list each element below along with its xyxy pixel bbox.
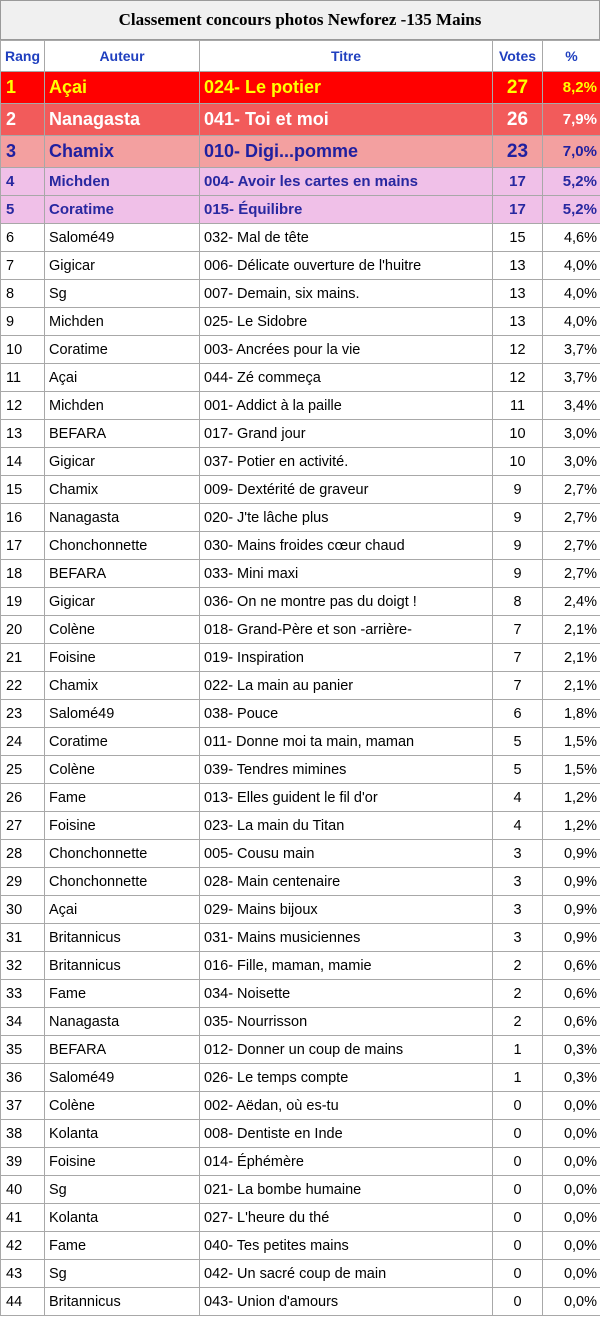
title-cell: 007- Demain, six mains. <box>200 280 493 308</box>
author-cell: Coratime <box>45 196 200 224</box>
table-row <box>1 336 600 364</box>
table-row <box>1 1148 600 1176</box>
rank-cell: 27 <box>1 812 45 840</box>
rank-cell: 12 <box>1 392 45 420</box>
votes-cell: 3 <box>493 840 543 868</box>
author-cell: Açai <box>45 72 200 104</box>
author-cell: Sg <box>45 280 200 308</box>
rank-cell: 42 <box>1 1232 45 1260</box>
title-cell: 039- Tendres mimines <box>200 756 493 784</box>
author-cell: Salomé49 <box>45 700 200 728</box>
table-row <box>1 896 600 924</box>
rank-cell: 15 <box>1 476 45 504</box>
percent-cell: 2,7% <box>543 504 600 532</box>
rank-cell: 30 <box>1 896 45 924</box>
title-cell: 042- Un sacré coup de main <box>200 1260 493 1288</box>
votes-cell: 1 <box>493 1064 543 1092</box>
percent-cell: 3,7% <box>543 336 600 364</box>
table-row <box>1 280 600 308</box>
votes-cell: 0 <box>493 1120 543 1148</box>
title-cell: 011- Donne moi ta main, maman <box>200 728 493 756</box>
column-header-rank: Rang <box>1 41 45 72</box>
rank-cell: 23 <box>1 700 45 728</box>
table-row <box>1 952 600 980</box>
rank-cell: 4 <box>1 168 45 196</box>
title-cell: 012- Donner un coup de mains <box>200 1036 493 1064</box>
title-cell: 032- Mal de tête <box>200 224 493 252</box>
table-row <box>1 224 600 252</box>
table-row <box>1 560 600 588</box>
author-cell: Chonchonnette <box>45 840 200 868</box>
votes-cell: 12 <box>493 336 543 364</box>
author-cell: Gigicar <box>45 588 200 616</box>
percent-cell: 5,2% <box>543 196 600 224</box>
percent-cell: 0,6% <box>543 980 600 1008</box>
percent-cell: 0,6% <box>543 1008 600 1036</box>
table-row <box>1 532 600 560</box>
percent-cell: 3,0% <box>543 448 600 476</box>
header-row <box>1 41 600 72</box>
percent-cell: 3,7% <box>543 364 600 392</box>
votes-cell: 0 <box>493 1148 543 1176</box>
rank-cell: 16 <box>1 504 45 532</box>
table-row <box>1 1064 600 1092</box>
percent-cell: 4,0% <box>543 280 600 308</box>
rank-cell: 29 <box>1 868 45 896</box>
percent-cell: 0,6% <box>543 952 600 980</box>
rank-cell: 7 <box>1 252 45 280</box>
votes-cell: 6 <box>493 700 543 728</box>
votes-cell: 9 <box>493 532 543 560</box>
percent-cell: 4,0% <box>543 308 600 336</box>
table-row <box>1 1008 600 1036</box>
votes-cell: 27 <box>493 72 543 104</box>
title-cell: 026- Le temps compte <box>200 1064 493 1092</box>
rank-cell: 19 <box>1 588 45 616</box>
author-cell: BEFARA <box>45 1036 200 1064</box>
percent-cell: 1,5% <box>543 728 600 756</box>
rank-cell: 9 <box>1 308 45 336</box>
percent-cell: 1,8% <box>543 700 600 728</box>
votes-cell: 2 <box>493 980 543 1008</box>
votes-cell: 1 <box>493 1036 543 1064</box>
table-row <box>1 448 600 476</box>
rank-cell: 36 <box>1 1064 45 1092</box>
table-row <box>1 1288 600 1316</box>
author-cell: Chonchonnette <box>45 868 200 896</box>
rank-cell: 20 <box>1 616 45 644</box>
table-row <box>1 308 600 336</box>
votes-cell: 13 <box>493 252 543 280</box>
author-cell: Nanagasta <box>45 504 200 532</box>
percent-cell: 1,2% <box>543 812 600 840</box>
title-cell: 022- La main au panier <box>200 672 493 700</box>
title-cell: 031- Mains musiciennes <box>200 924 493 952</box>
author-cell: Açai <box>45 896 200 924</box>
table-row <box>1 588 600 616</box>
title-cell: 004- Avoir les cartes en mains <box>200 168 493 196</box>
percent-cell: 0,0% <box>543 1176 600 1204</box>
rank-cell: 5 <box>1 196 45 224</box>
table-row <box>1 980 600 1008</box>
title-cell: 030- Mains froides cœur chaud <box>200 532 493 560</box>
rank-cell: 33 <box>1 980 45 1008</box>
author-cell: Fame <box>45 1232 200 1260</box>
votes-cell: 15 <box>493 224 543 252</box>
rank-cell: 44 <box>1 1288 45 1316</box>
votes-cell: 23 <box>493 136 543 168</box>
title-cell: 020- J'te lâche plus <box>200 504 493 532</box>
percent-cell: 0,0% <box>543 1288 600 1316</box>
ranking-table <box>0 40 600 1316</box>
title-cell: 027- L'heure du thé <box>200 1204 493 1232</box>
votes-cell: 3 <box>493 896 543 924</box>
votes-cell: 0 <box>493 1260 543 1288</box>
rank-cell: 17 <box>1 532 45 560</box>
table-row <box>1 1232 600 1260</box>
title-cell: 010- Digi...pomme <box>200 136 493 168</box>
percent-cell: 5,2% <box>543 168 600 196</box>
rank-cell: 6 <box>1 224 45 252</box>
author-cell: Britannicus <box>45 952 200 980</box>
percent-cell: 0,0% <box>543 1260 600 1288</box>
rank-cell: 31 <box>1 924 45 952</box>
title-cell: 041- Toi et moi <box>200 104 493 136</box>
title-cell: 037- Potier en activité. <box>200 448 493 476</box>
table-row <box>1 196 600 224</box>
author-cell: Fame <box>45 784 200 812</box>
votes-cell: 9 <box>493 560 543 588</box>
table-row <box>1 1036 600 1064</box>
rank-cell: 37 <box>1 1092 45 1120</box>
table-row <box>1 784 600 812</box>
rank-cell: 25 <box>1 756 45 784</box>
percent-cell: 0,9% <box>543 896 600 924</box>
author-cell: Kolanta <box>45 1204 200 1232</box>
page-title: Classement concours photos Newforez -135 Mains <box>0 0 600 40</box>
column-header-percent: % <box>543 41 600 72</box>
rank-cell: 1 <box>1 72 45 104</box>
table-row <box>1 616 600 644</box>
rank-cell: 14 <box>1 448 45 476</box>
table-row <box>1 504 600 532</box>
votes-cell: 0 <box>493 1288 543 1316</box>
votes-cell: 17 <box>493 196 543 224</box>
author-cell: Colène <box>45 756 200 784</box>
title-cell: 036- On ne montre pas du doigt ! <box>200 588 493 616</box>
votes-cell: 9 <box>493 476 543 504</box>
rank-cell: 28 <box>1 840 45 868</box>
percent-cell: 4,0% <box>543 252 600 280</box>
author-cell: Chamix <box>45 672 200 700</box>
title-cell: 014- Éphémère <box>200 1148 493 1176</box>
percent-cell: 3,0% <box>543 420 600 448</box>
author-cell: BEFARA <box>45 560 200 588</box>
table-row <box>1 392 600 420</box>
table-row <box>1 672 600 700</box>
table-row <box>1 136 600 168</box>
percent-cell: 0,3% <box>543 1064 600 1092</box>
author-cell: BEFARA <box>45 420 200 448</box>
votes-cell: 7 <box>493 672 543 700</box>
author-cell: Fame <box>45 980 200 1008</box>
rank-cell: 32 <box>1 952 45 980</box>
title-cell: 019- Inspiration <box>200 644 493 672</box>
author-cell: Michden <box>45 308 200 336</box>
title-cell: 008- Dentiste en Inde <box>200 1120 493 1148</box>
table-row <box>1 756 600 784</box>
percent-cell: 8,2% <box>543 72 600 104</box>
votes-cell: 5 <box>493 756 543 784</box>
table-row <box>1 476 600 504</box>
percent-cell: 2,1% <box>543 672 600 700</box>
table-row <box>1 700 600 728</box>
column-header-author: Auteur <box>45 41 200 72</box>
rank-cell: 3 <box>1 136 45 168</box>
table-row <box>1 1176 600 1204</box>
rank-cell: 22 <box>1 672 45 700</box>
author-cell: Açai <box>45 364 200 392</box>
title-cell: 017- Grand jour <box>200 420 493 448</box>
table-row <box>1 644 600 672</box>
votes-cell: 9 <box>493 504 543 532</box>
percent-cell: 0,0% <box>543 1232 600 1260</box>
title-cell: 006- Délicate ouverture de l'huitre <box>200 252 493 280</box>
rank-cell: 41 <box>1 1204 45 1232</box>
title-cell: 023- La main du Titan <box>200 812 493 840</box>
rank-cell: 13 <box>1 420 45 448</box>
votes-cell: 17 <box>493 168 543 196</box>
rank-cell: 2 <box>1 104 45 136</box>
table-row <box>1 72 600 104</box>
votes-cell: 13 <box>493 280 543 308</box>
column-header-votes: Votes <box>493 41 543 72</box>
votes-cell: 10 <box>493 448 543 476</box>
author-cell: Foisine <box>45 812 200 840</box>
table-row <box>1 252 600 280</box>
votes-cell: 0 <box>493 1176 543 1204</box>
votes-cell: 0 <box>493 1232 543 1260</box>
percent-cell: 0,3% <box>543 1036 600 1064</box>
percent-cell: 7,9% <box>543 104 600 136</box>
table-row <box>1 168 600 196</box>
title-cell: 015- Équilibre <box>200 196 493 224</box>
title-cell: 002- Aëdan, où es-tu <box>200 1092 493 1120</box>
votes-cell: 5 <box>493 728 543 756</box>
author-cell: Salomé49 <box>45 224 200 252</box>
author-cell: Chonchonnette <box>45 532 200 560</box>
author-cell: Nanagasta <box>45 1008 200 1036</box>
title-cell: 003- Ancrées pour la vie <box>200 336 493 364</box>
votes-cell: 13 <box>493 308 543 336</box>
title-cell: 001- Addict à la paille <box>200 392 493 420</box>
percent-cell: 2,4% <box>543 588 600 616</box>
ranking-rows <box>1 72 600 1316</box>
table-row <box>1 1204 600 1232</box>
rank-cell: 26 <box>1 784 45 812</box>
author-cell: Chamix <box>45 476 200 504</box>
votes-cell: 3 <box>493 924 543 952</box>
rank-cell: 39 <box>1 1148 45 1176</box>
author-cell: Sg <box>45 1176 200 1204</box>
rank-cell: 43 <box>1 1260 45 1288</box>
votes-cell: 4 <box>493 812 543 840</box>
percent-cell: 2,7% <box>543 532 600 560</box>
votes-cell: 0 <box>493 1092 543 1120</box>
votes-cell: 7 <box>493 644 543 672</box>
author-cell: Michden <box>45 392 200 420</box>
percent-cell: 0,0% <box>543 1092 600 1120</box>
author-cell: Colène <box>45 616 200 644</box>
percent-cell: 0,9% <box>543 868 600 896</box>
author-cell: Britannicus <box>45 1288 200 1316</box>
rank-cell: 35 <box>1 1036 45 1064</box>
percent-cell: 1,5% <box>543 756 600 784</box>
percent-cell: 0,0% <box>543 1120 600 1148</box>
table-row <box>1 924 600 952</box>
author-cell: Coratime <box>45 728 200 756</box>
author-cell: Foisine <box>45 1148 200 1176</box>
author-cell: Nanagasta <box>45 104 200 136</box>
votes-cell: 7 <box>493 616 543 644</box>
percent-cell: 4,6% <box>543 224 600 252</box>
votes-cell: 4 <box>493 784 543 812</box>
percent-cell: 0,9% <box>543 924 600 952</box>
table-row <box>1 812 600 840</box>
votes-cell: 26 <box>493 104 543 136</box>
title-cell: 038- Pouce <box>200 700 493 728</box>
title-cell: 009- Dextérité de graveur <box>200 476 493 504</box>
title-cell: 033- Mini maxi <box>200 560 493 588</box>
title-cell: 040- Tes petites mains <box>200 1232 493 1260</box>
percent-cell: 0,0% <box>543 1148 600 1176</box>
percent-cell: 7,0% <box>543 136 600 168</box>
votes-cell: 12 <box>493 364 543 392</box>
percent-cell: 3,4% <box>543 392 600 420</box>
title-cell: 025- Le Sidobre <box>200 308 493 336</box>
title-cell: 024- Le potier <box>200 72 493 104</box>
title-cell: 034- Noisette <box>200 980 493 1008</box>
author-cell: Colène <box>45 1092 200 1120</box>
author-cell: Chamix <box>45 136 200 168</box>
title-cell: 016- Fille, maman, mamie <box>200 952 493 980</box>
votes-cell: 8 <box>493 588 543 616</box>
rank-cell: 11 <box>1 364 45 392</box>
title-cell: 021- La bombe humaine <box>200 1176 493 1204</box>
percent-cell: 2,1% <box>543 644 600 672</box>
author-cell: Sg <box>45 1260 200 1288</box>
author-cell: Britannicus <box>45 924 200 952</box>
votes-cell: 0 <box>493 1204 543 1232</box>
votes-cell: 2 <box>493 1008 543 1036</box>
author-cell: Gigicar <box>45 252 200 280</box>
author-cell: Coratime <box>45 336 200 364</box>
percent-cell: 0,9% <box>543 840 600 868</box>
author-cell: Salomé49 <box>45 1064 200 1092</box>
table-row <box>1 1260 600 1288</box>
author-cell: Michden <box>45 168 200 196</box>
table-row <box>1 420 600 448</box>
rank-cell: 18 <box>1 560 45 588</box>
votes-cell: 11 <box>493 392 543 420</box>
table-row <box>1 1120 600 1148</box>
title-cell: 029- Mains bijoux <box>200 896 493 924</box>
rank-cell: 10 <box>1 336 45 364</box>
title-cell: 018- Grand-Père et son -arrière- <box>200 616 493 644</box>
rank-cell: 38 <box>1 1120 45 1148</box>
table-row <box>1 840 600 868</box>
percent-cell: 2,7% <box>543 476 600 504</box>
votes-cell: 3 <box>493 868 543 896</box>
title-cell: 035- Nourrisson <box>200 1008 493 1036</box>
percent-cell: 1,2% <box>543 784 600 812</box>
rank-cell: 24 <box>1 728 45 756</box>
author-cell: Kolanta <box>45 1120 200 1148</box>
table-row <box>1 364 600 392</box>
rank-cell: 40 <box>1 1176 45 1204</box>
votes-cell: 10 <box>493 420 543 448</box>
table-row <box>1 728 600 756</box>
rank-cell: 34 <box>1 1008 45 1036</box>
rank-cell: 21 <box>1 644 45 672</box>
percent-cell: 0,0% <box>543 1204 600 1232</box>
title-cell: 013- Elles guident le fil d'or <box>200 784 493 812</box>
author-cell: Foisine <box>45 644 200 672</box>
title-cell: 044- Zé commeça <box>200 364 493 392</box>
title-cell: 005- Cousu main <box>200 840 493 868</box>
title-cell: 028- Main centenaire <box>200 868 493 896</box>
percent-cell: 2,1% <box>543 616 600 644</box>
table-row <box>1 868 600 896</box>
table-row <box>1 104 600 136</box>
percent-cell: 2,7% <box>543 560 600 588</box>
title-cell: 043- Union d'amours <box>200 1288 493 1316</box>
column-header-title: Titre <box>200 41 493 72</box>
rank-cell: 8 <box>1 280 45 308</box>
table-row <box>1 1092 600 1120</box>
author-cell: Gigicar <box>45 448 200 476</box>
votes-cell: 2 <box>493 952 543 980</box>
